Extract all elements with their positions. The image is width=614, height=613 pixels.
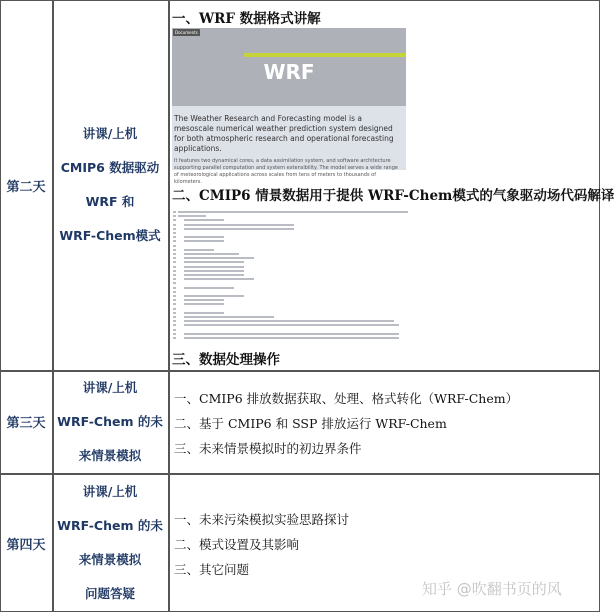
code-line-number <box>173 249 176 251</box>
topic-item: 一、CMIP6 排放数据获取、处理、格式转化（WRF-Chem） <box>174 391 519 406</box>
code-line-number <box>173 324 176 326</box>
code-line-number <box>173 299 176 301</box>
code-line-number <box>173 270 176 272</box>
mode-line: WRF 和 <box>85 194 135 209</box>
code-line <box>184 274 244 276</box>
code-line <box>184 240 224 242</box>
code-line <box>184 270 244 272</box>
mode-line: CMIP6 数据驱动 <box>60 160 160 175</box>
code-line-number <box>173 282 176 284</box>
code-line-number <box>173 257 176 259</box>
code-line-number <box>173 215 176 217</box>
code-line-number <box>173 291 176 293</box>
code-line-number <box>173 320 176 322</box>
code-line <box>184 257 254 259</box>
code-line <box>184 320 394 322</box>
code-line <box>184 324 399 326</box>
code-line <box>178 211 408 213</box>
code-line-number <box>173 240 176 242</box>
code-line <box>184 312 224 314</box>
image-tag: Documents <box>175 30 198 35</box>
mode-line: 讲课/上机 <box>82 126 138 141</box>
code-line-number <box>173 274 176 276</box>
code-line-number <box>173 295 176 297</box>
mode-line: WRF-Chem 的未 <box>57 518 163 533</box>
code-line-number <box>173 303 176 305</box>
code-line-number <box>173 261 176 263</box>
code-line <box>184 316 274 318</box>
session-mode <box>52 0 168 370</box>
mode-line: 问题答疑 <box>84 586 135 601</box>
code-line-number <box>173 337 176 339</box>
code-line <box>184 295 244 297</box>
code-line <box>184 224 294 226</box>
code-line-number <box>173 211 176 213</box>
code-line-number <box>173 266 176 268</box>
code-line <box>184 287 234 289</box>
topic-item: 一、未来污染模拟实验思路探讨 <box>174 512 350 527</box>
topic-item: 三、未来情景模拟时的初边界条件 <box>174 441 362 456</box>
watermark: 知乎 @吹翻书页的风 <box>422 580 562 598</box>
day-label: 第三天 <box>6 416 46 431</box>
code-line-number <box>173 228 176 230</box>
session-mode <box>52 473 168 613</box>
column-divider <box>168 1 170 611</box>
section-heading: 三、数据处理操作 <box>172 352 280 368</box>
code-line <box>184 219 224 221</box>
mode-line: WRF-Chem模式 <box>59 228 161 243</box>
image-banner <box>244 53 406 57</box>
day-label: 第二天 <box>6 179 46 195</box>
session-mode <box>52 370 168 473</box>
code-line-number <box>173 316 176 318</box>
mode-line: 来情景模拟 <box>78 447 142 463</box>
topic-item: 三、其它问题 <box>174 562 250 577</box>
code-line <box>178 215 206 217</box>
mode-line: 讲课/上机 <box>82 379 138 395</box>
code-line-number <box>173 219 176 221</box>
image-title: WRF <box>263 60 315 84</box>
code-line <box>184 333 399 335</box>
code-line <box>184 337 399 339</box>
code-line-number <box>173 333 176 335</box>
code-line-number <box>173 278 176 280</box>
code-line-number <box>173 287 176 289</box>
code-line <box>184 253 239 255</box>
code-line-number <box>173 253 176 255</box>
code-line <box>184 299 224 301</box>
topic-item: 二、基于 CMIP6 和 SSP 排放运行 WRF-Chem <box>174 416 447 431</box>
code-line <box>184 278 254 280</box>
section-heading: 二、CMIP6 情景数据用于提供 WRF-Chem模式的气象驱动场代码解译 <box>172 188 614 204</box>
day-label: 第四天 <box>6 537 46 553</box>
code-line <box>184 236 224 238</box>
image-lead-text: The Weather Research and Forecasting model is a mesoscale numerical weather prediction system designed for both atmospheric research and operational forecasting applications. <box>174 114 394 153</box>
section-heading: 一、WRF 数据格式讲解 <box>172 11 321 27</box>
code-line-number <box>173 224 176 226</box>
mode-line: WRF-Chem 的未 <box>57 413 163 429</box>
code-line <box>184 266 244 268</box>
code-line-number <box>173 312 176 314</box>
code-line <box>184 228 294 230</box>
mode-line: 讲课/上机 <box>82 484 138 499</box>
code-line-number <box>173 245 176 247</box>
code-screenshot-image <box>172 205 410 345</box>
image-body-text: It features two dynamical cores, a data assimilation system, and software architecture supporting parallel computation and system extensibility. The model serves a wide range of meteorological applications across scales from tens of meters to thousands of kilometers. <box>174 158 398 185</box>
mode-line: 来情景模拟 <box>78 552 142 567</box>
code-line <box>184 303 224 305</box>
topic-item: 二、模式设置及其影响 <box>174 537 300 552</box>
code-line-number <box>173 329 176 331</box>
code-line-number <box>173 308 176 310</box>
code-line-number <box>173 232 176 234</box>
wrf-screenshot-image <box>172 28 406 185</box>
code-line <box>184 261 244 263</box>
code-line <box>184 249 214 251</box>
code-line-number <box>173 236 176 238</box>
